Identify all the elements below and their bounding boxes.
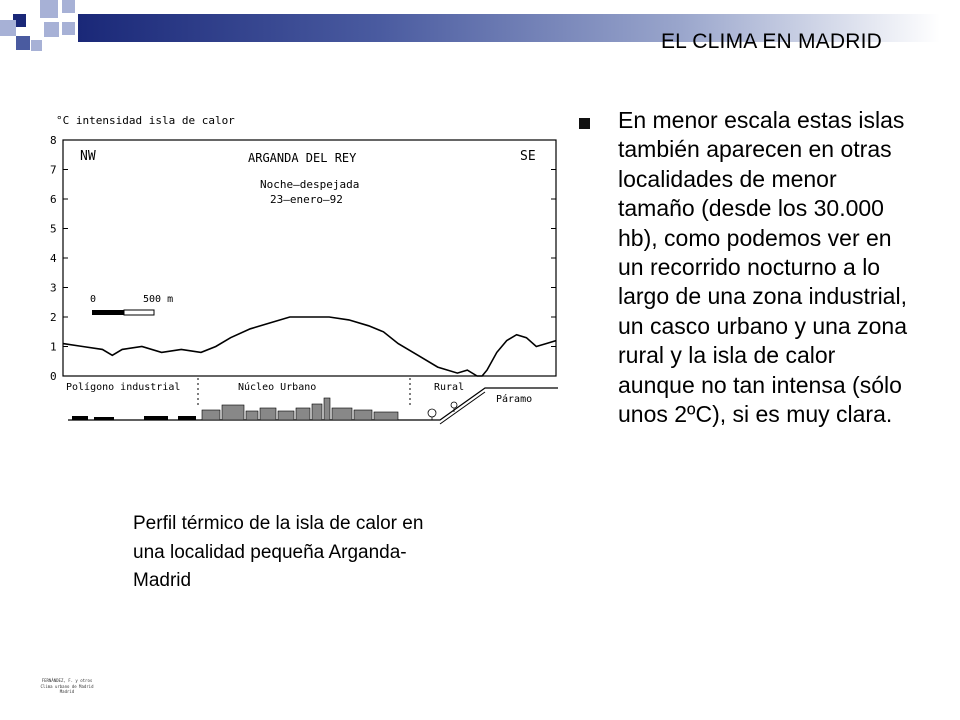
nw-label: NW (80, 149, 96, 164)
scale-bar-black (92, 310, 124, 315)
body-text: En menor escala estas islas también aparecen en otras localidades de menor tamaño (desde los 30.000 hb), como podemos ver en un recorrido nocturno a lo largo de una zona industrial, un casco urbano y una zona rural y la isla de calor aunque no tan intensa (sólo unos 2ºC), si es muy clara. (618, 107, 907, 428)
y-tick-label: 3 (50, 281, 57, 295)
decor-square (62, 22, 75, 35)
scale-bar-white (124, 310, 154, 315)
zone-rural: Rural (434, 382, 465, 393)
se-label: SE (520, 149, 536, 164)
credit-line: Madrid (59, 689, 75, 694)
place-label: ARGANDA DEL REY (248, 151, 357, 165)
y-tick-label: 5 (50, 222, 57, 236)
bullet-marker (579, 118, 590, 129)
scale-end: 500 m (143, 294, 174, 305)
decor-square (44, 22, 59, 37)
temperature-profile-line (63, 317, 556, 376)
slide-title: EL CLIMA EN MADRID (660, 30, 882, 53)
y-tick-label: 8 (50, 134, 57, 147)
heat-island-figure (30, 108, 570, 438)
y-tick-label: 0 (50, 370, 57, 383)
building-silhouettes (72, 398, 457, 420)
heat-island-chart (30, 108, 570, 438)
decor-square (40, 0, 58, 18)
y-tick-label: 6 (50, 193, 57, 206)
zone-urban: Núcleo Urbano (238, 382, 317, 393)
date-label: 23–enero–92 (270, 193, 343, 206)
plot-frame (63, 140, 556, 376)
y-tick-label: 4 (50, 252, 57, 265)
figure-caption: Perfil térmico de la isla de calor en una localidad pequeña Arganda-Madrid (133, 513, 424, 591)
credit-line: Clima urbano de Madrid (40, 683, 94, 689)
decor-square (62, 0, 75, 13)
credit-line: FERNÁNDEZ, F. y otros (41, 678, 93, 683)
decor-square (16, 36, 30, 50)
decor-square (31, 40, 42, 51)
terrain-slope (440, 392, 485, 424)
credit-text (22, 678, 112, 695)
y-axis-label: °C intensidad isla de calor (56, 114, 235, 127)
y-tick-label: 2 (50, 311, 57, 324)
y-tick-label: 7 (50, 163, 57, 177)
y-ticks (50, 134, 556, 383)
decor-square (0, 20, 16, 36)
y-tick-label: 1 (50, 340, 57, 354)
zone-industrial: Polígono industrial (66, 382, 181, 393)
condition-label: Noche–despejada (260, 178, 360, 191)
zone-paramo: Páramo (496, 394, 533, 405)
scale-start: 0 (90, 294, 97, 305)
